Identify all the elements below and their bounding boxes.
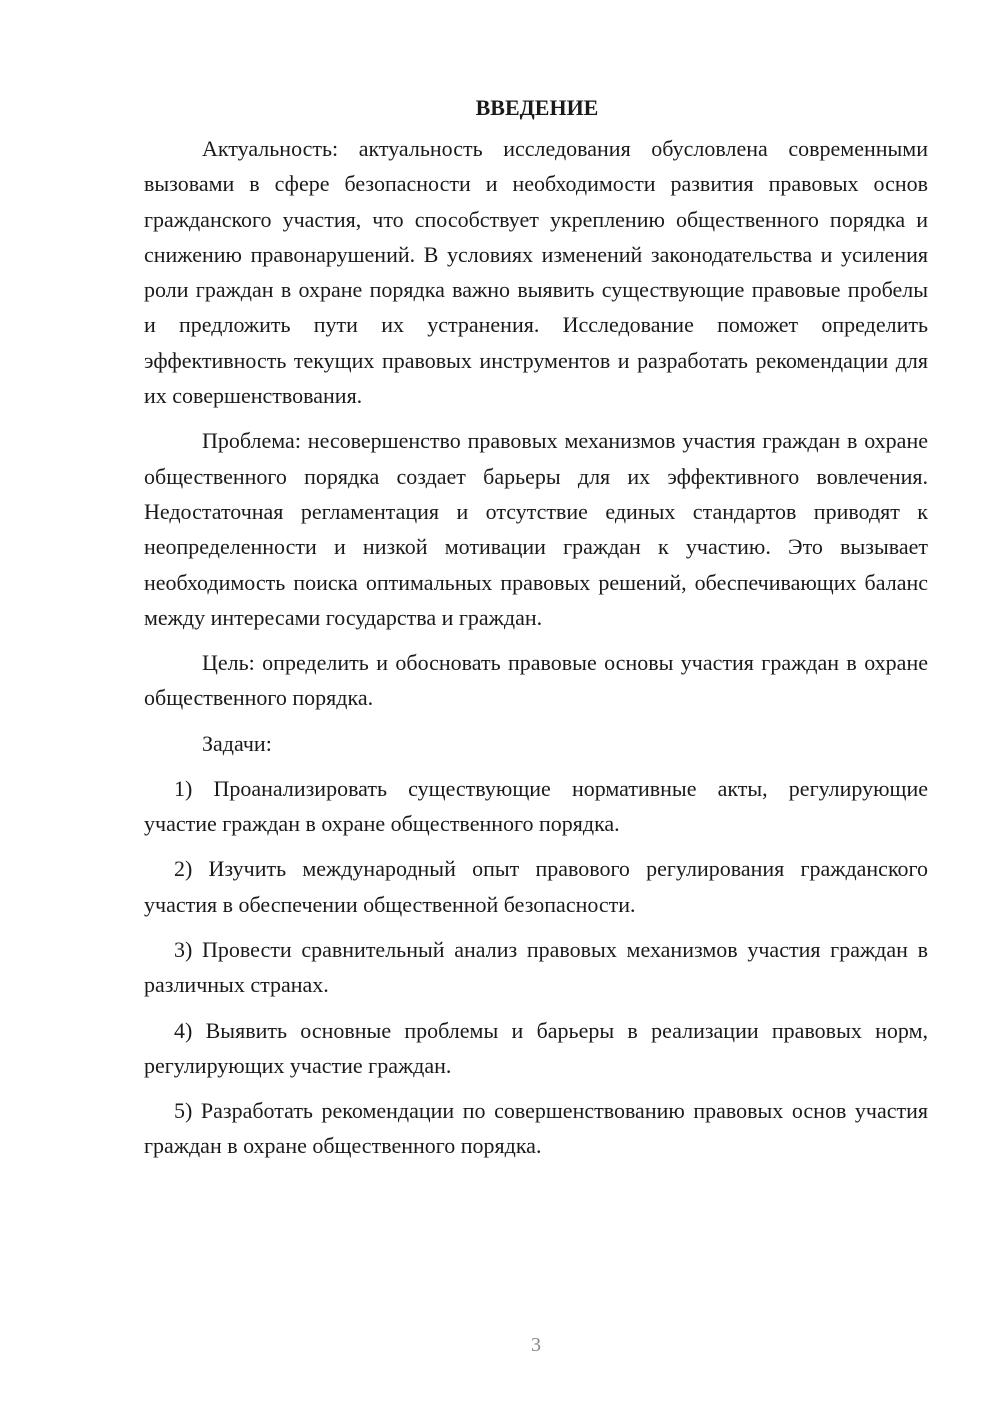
task-item-3: 3) Провести сравнительный анализ правовых механизмов участия граждан в различных странах. <box>144 936 928 998</box>
page-number: 3 <box>531 1334 541 1356</box>
task-item-4: 4) Выявить основные проблемы и барьеры в реализации правовых норм, регулирующих участие граждан. <box>144 1017 928 1078</box>
tasks-label: Задачи: <box>202 730 272 756</box>
paragraph-goal: Цель: определить и обосновать правовые основы участия граждан в охране общественного порядка. <box>144 650 928 711</box>
task-item-2: 2) Изучить международный опыт правового регулирования гражданского участия в обеспечении общественной безопасности. <box>144 856 928 917</box>
page-heading: ВВЕДЕНИЕ <box>475 95 599 120</box>
paragraph-problem: Проблема: несовершенство правовых механизмов участия граждан в охране общественного порядка создает барьеры для их эффективного вовлечения. Недостаточная регламентация и отсутствие единых стандартов приводят к неопределенности и низкой мотивации граждан к участию. Это вызывает необходимость поиска оптимальных правовых решений, обеспечивающих баланс между интересами государства и граждан. <box>144 428 928 630</box>
task-item-5: 5) Разработать рекомендации по совершенствованию правовых основ участия граждан в охране общественного порядка. <box>144 1098 928 1159</box>
document-page <box>144 90 928 1164</box>
paragraph-relevance: Актуальность: актуальность исследования обусловлена современными вызовами в сфере безопасности и необходимости развития правовых основ гражданского участия, что способствует укреплению общественного порядка и снижению правонарушений. В условиях изменений законодательства и усиления роли граждан в охране порядка важно выявить существующие правовые пробелы и предложить пути их устранения. Исследование поможет определить эффективность текущих правовых инструментов и разработать рекомендации для их совершенствования. <box>144 136 928 409</box>
task-item-1: 1) Проанализировать существующие нормативные акты, регулирующие участие граждан в охране общественного порядка. <box>144 775 928 837</box>
